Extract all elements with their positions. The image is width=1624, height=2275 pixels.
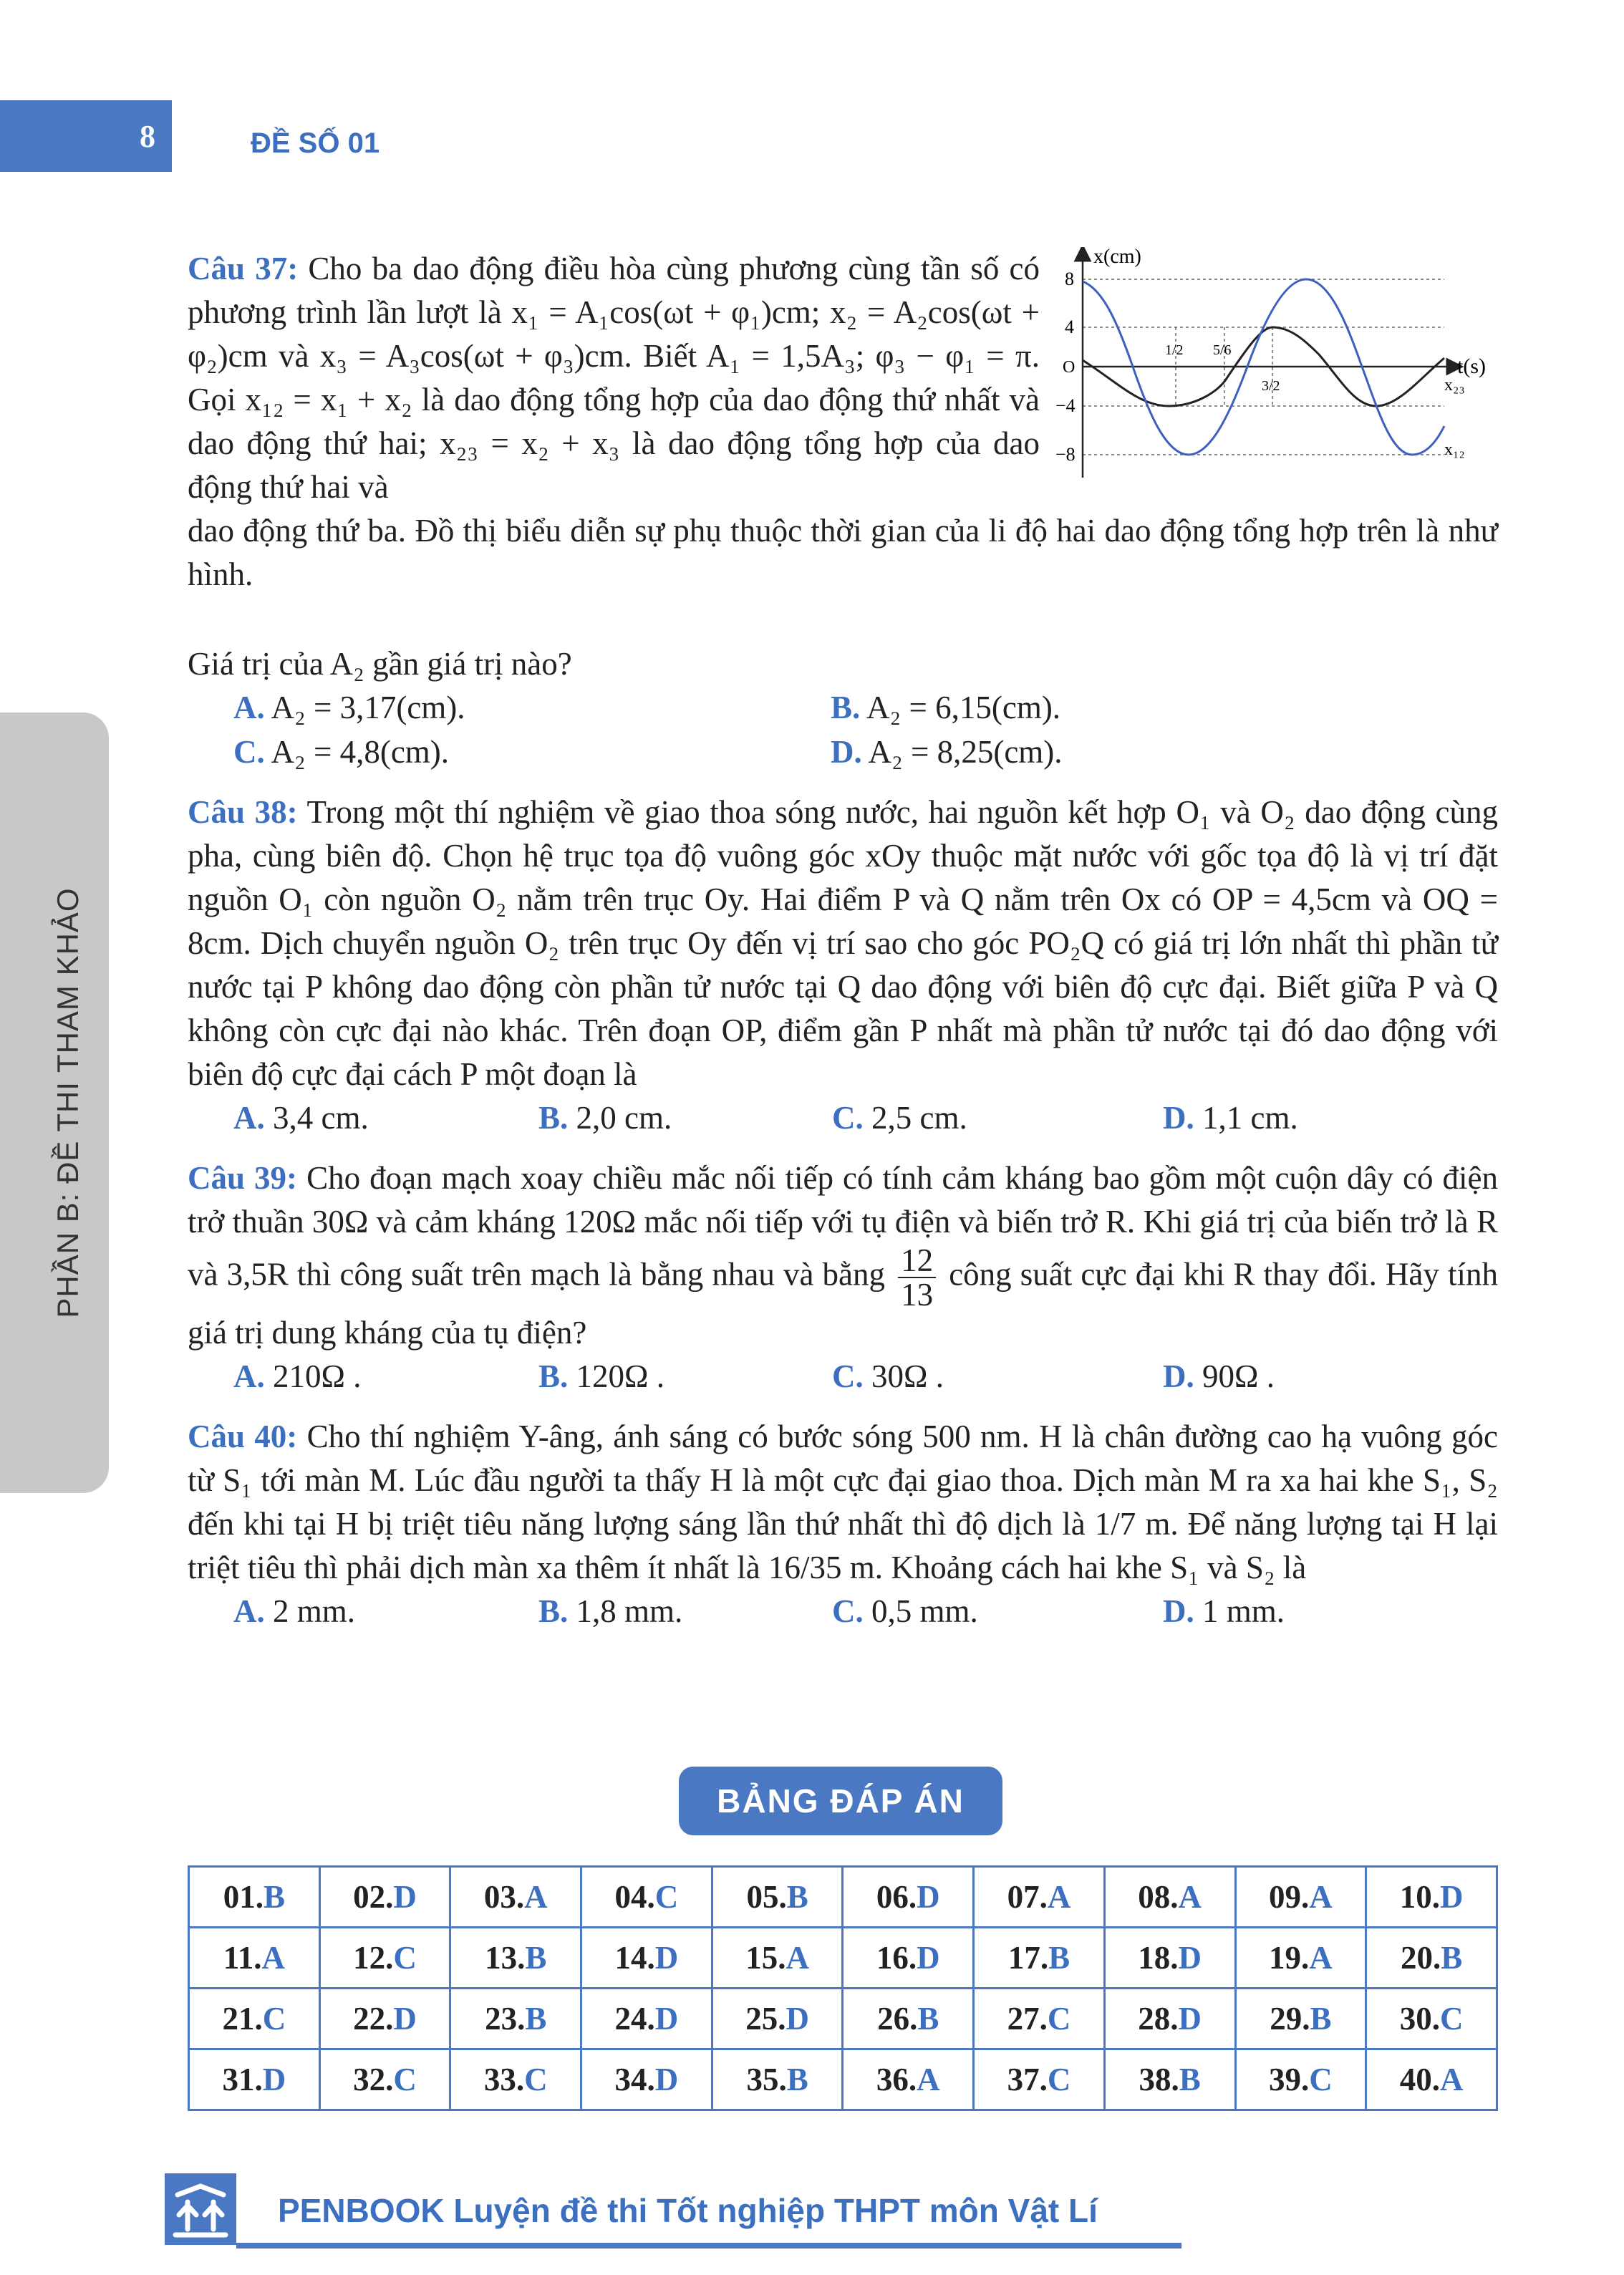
answer-row <box>189 1928 1497 1989</box>
q37-option-b[interactable]: B. A₂ = 6,15(cm). <box>831 690 1061 725</box>
answer-cell: 15.A <box>712 1928 843 1989</box>
answer-cell: 07.A <box>974 1867 1105 1928</box>
answer-key-title: BẢNG ĐÁP ÁN <box>679 1767 1002 1835</box>
ytick-neg4: −4 <box>1055 395 1076 416</box>
answer-row <box>189 1867 1497 1928</box>
xtick-5-6: 5/6 <box>1213 342 1232 358</box>
answer-cell: 24.D <box>581 1989 712 2049</box>
page-number: 8 <box>140 119 155 154</box>
answer-key-table <box>188 1865 1498 2111</box>
q37-option-a[interactable]: A. A₂ = 3,17(cm). <box>233 690 465 725</box>
answer-cell: 23.B <box>450 1989 581 2049</box>
answer-cell: 37.C <box>974 2049 1105 2110</box>
answer-row <box>189 1989 1497 2049</box>
q40-option-a[interactable]: A. 2 mm. <box>233 1593 356 1629</box>
answer-cell: 12.C <box>319 1928 450 1989</box>
question-37-options-row2 <box>188 730 1498 775</box>
q37-option-c[interactable]: C. A₂ = 4,8(cm). <box>233 734 450 770</box>
answer-cell: 14.D <box>581 1928 712 1989</box>
answer-cell: 18.D <box>1104 1928 1235 1989</box>
answer-cell: 29.B <box>1235 1989 1366 2049</box>
footer-title: PENBOOK Luyện đề thi Tốt nghiệp THPT môn Vật Lí <box>278 2192 1098 2229</box>
answer-cell: 08.A <box>1104 1867 1235 1928</box>
question-40-body: Cho thí nghiệm Y-âng, ánh sáng có bước sóng 500 nm. H là chân đường cao hạ vuông góc từ S₁ tới màn M. Lúc đầu người ta thấy H là một cực đại giao thoa. Dịch màn M ra xa hai khe S₁, S₂ đến khi tại H bị triệt tiêu năng lượng sáng lần thứ nhất thì độ dịch là 1/7 m. Để năng lượng tại H lại triệt tiêu thì phải dịch màn xa thêm ít nhất là 16/35 m. Khoảng cách hai khe S₁ và S₂ là <box>188 1419 1498 1585</box>
question-38 <box>188 791 1498 1096</box>
answer-cell: 11.A <box>189 1928 320 1989</box>
oscillation-graph <box>1054 247 1498 483</box>
question-40 <box>188 1415 1498 1590</box>
answer-cell: 36.A <box>843 2049 974 2110</box>
answer-row <box>189 2049 1497 2110</box>
answer-cell: 13.B <box>450 1928 581 1989</box>
question-39-body-a: Cho đoạn mạch xoay chiều mắc nối tiếp có tính cảm kháng bao gồm một cuộn dây có điện trở thuần 30Ω và cảm kháng 120Ω mắc nối tiếp với tụ điện và biến trở R. Khi giá trị của biến trở là R và 3,5R thì công suất trên mạch là bằng nhau và bằng <box>188 1160 1498 1293</box>
question-38-label: Câu 38: <box>188 794 298 830</box>
footer-rule <box>236 2243 1181 2249</box>
question-37 <box>188 247 1498 642</box>
question-39 <box>188 1156 1498 1355</box>
answer-cell: 39.C <box>1235 2049 1366 2110</box>
answer-cell: 27.C <box>974 1989 1105 2049</box>
answer-cell: 31.D <box>189 2049 320 2110</box>
side-tab-label: PHẦN B: ĐỀ THI THAM KHẢO <box>51 887 84 1318</box>
ytick-8: 8 <box>1065 269 1074 289</box>
graph-origin: O <box>1063 358 1076 377</box>
answer-cell: 09.A <box>1235 1867 1366 1928</box>
question-38-options <box>188 1096 1498 1141</box>
q38-option-c[interactable]: C. 2,5 cm. <box>832 1100 967 1136</box>
answer-cell: 28.D <box>1104 1989 1235 2049</box>
label-x23: x₂₃ <box>1444 376 1465 395</box>
answer-cell: 30.C <box>1366 1989 1497 2049</box>
q37-option-d[interactable]: D. A₂ = 8,25(cm). <box>831 734 1063 770</box>
question-39-label: Câu 39: <box>188 1160 298 1196</box>
answer-cell: 38.B <box>1104 2049 1235 2110</box>
label-x12: x₁₂ <box>1444 440 1465 459</box>
q39-option-b[interactable]: B. 120Ω . <box>538 1358 664 1394</box>
q40-option-d[interactable]: D. 1 mm. <box>1163 1593 1285 1629</box>
q39-option-c[interactable]: C. 30Ω . <box>832 1358 944 1394</box>
question-37-ask: Giá trị của A₂ gần giá trị nào? <box>188 646 572 682</box>
answer-cell: 10.D <box>1366 1867 1497 1928</box>
question-40-options <box>188 1590 1498 1634</box>
xtick-3-2: 3/2 <box>1262 378 1280 394</box>
answer-cell: 16.D <box>843 1928 974 1989</box>
answer-cell: 22.D <box>319 1989 450 2049</box>
answer-cell: 32.C <box>319 2049 450 2110</box>
answer-cell: 17.B <box>974 1928 1105 1989</box>
question-37-text-top <box>188 247 1040 509</box>
answer-cell: 26.B <box>843 1989 974 2049</box>
question-37-options-row1 <box>188 686 1498 730</box>
questions-content <box>188 247 1498 1634</box>
ytick-neg8: −8 <box>1055 444 1076 465</box>
page-header: ĐỀ SỐ 01 <box>251 127 380 159</box>
question-37-text-rest: dao động thứ ba. Đồ thị biểu diễn sự phụ thuộc thời gian của li độ hai dao động tổng hợp trên là như hình. <box>188 513 1498 592</box>
answer-cell: 40.A <box>1366 2049 1497 2110</box>
answer-cell: 05.B <box>712 1867 843 1928</box>
xtick-half: 1/2 <box>1165 342 1184 358</box>
question-40-label: Câu 40: <box>188 1419 298 1454</box>
q38-option-b[interactable]: B. 2,0 cm. <box>538 1100 672 1136</box>
answer-cell: 21.C <box>189 1989 320 2049</box>
graph-xlabel: t(s) <box>1457 354 1486 378</box>
question-37-label: Câu 37: <box>188 251 299 286</box>
ytick-4: 4 <box>1065 317 1074 337</box>
q38-option-d[interactable]: D. 1,1 cm. <box>1163 1100 1298 1136</box>
question-39-body-b: công suất cực đại khi R thay đổi. Hãy tính giá trị dung kháng của tụ điện? <box>188 1256 1499 1351</box>
answer-cell: 02.D <box>319 1867 450 1928</box>
q40-option-c[interactable]: C. 0,5 mm. <box>832 1593 978 1629</box>
answer-cell: 19.A <box>1235 1928 1366 1989</box>
question-39-options <box>188 1355 1498 1399</box>
penbook-logo-icon <box>165 2173 236 2245</box>
answer-cell: 33.C <box>450 2049 581 2110</box>
q40-option-b[interactable]: B. 1,8 mm. <box>538 1593 683 1629</box>
q39-option-a[interactable]: A. 210Ω . <box>233 1358 362 1394</box>
answer-cell: 04.C <box>581 1867 712 1928</box>
question-37-body: Cho ba dao động điều hòa cùng phương cùng tần số có phương trình lần lượt là x₁ = A₁cos(ωt + φ₁)cm; x₂ = A₂cos(ωt + φ₂)cm và x₃ = A₃cos(ωt + φ₃)cm. Biết A₁ = 1,5A₃; φ₃ − φ₁ = π. Gọi x₁₂ = x₁ + x₂ là dao động tổng hợp của dao động thứ nhất và dao động thứ hai; x₂₃ = x₂ + x₃ là dao động tổng hợp của dao động thứ hai và <box>188 251 1040 505</box>
q38-option-a[interactable]: A. 3,4 cm. <box>233 1100 369 1136</box>
graph-ylabel: x(cm) <box>1093 247 1141 268</box>
answer-cell: 25.D <box>712 1989 843 2049</box>
question-38-body: Trong một thí nghiệm về giao thoa sóng nước, hai nguồn kết hợp O₁ và O₂ dao động cùng pha, cùng biên độ. Chọn hệ trục tọa độ vuông góc xOy thuộc mặt nước với gốc tọa độ là vị trí đặt nguồn O₁ còn nguồn O₂ nằm trên trục Oy. Hai điểm P và Q nằm trên Ox có OP = 4,5cm và OQ = 8cm. Dịch chuyển nguồn O₂ trên trục Oy đến vị trí sao cho góc PO₂Q có giá trị lớn nhất thì phần tử nước tại P không dao động còn phần tử nước tại Q dao động với biên độ cực đại. Biết giữa P và Q không còn cực đại nào khác. Trên đoạn OP, điểm gần P nhất mà phần tử nước tại đó dao động với biên độ cực đại cách P một đoạn là <box>188 794 1499 1092</box>
answer-cell: 06.D <box>843 1867 974 1928</box>
q39-option-d[interactable]: D. 90Ω . <box>1163 1358 1275 1394</box>
answer-cell: 03.A <box>450 1867 581 1928</box>
answer-cell: 35.B <box>712 2049 843 2110</box>
answer-cell: 01.B <box>189 1867 320 1928</box>
answer-cell: 20.B <box>1366 1928 1497 1989</box>
fraction-12-13: $\frac{12}{13}$ <box>898 1244 936 1311</box>
answer-cell: 34.D <box>581 2049 712 2110</box>
